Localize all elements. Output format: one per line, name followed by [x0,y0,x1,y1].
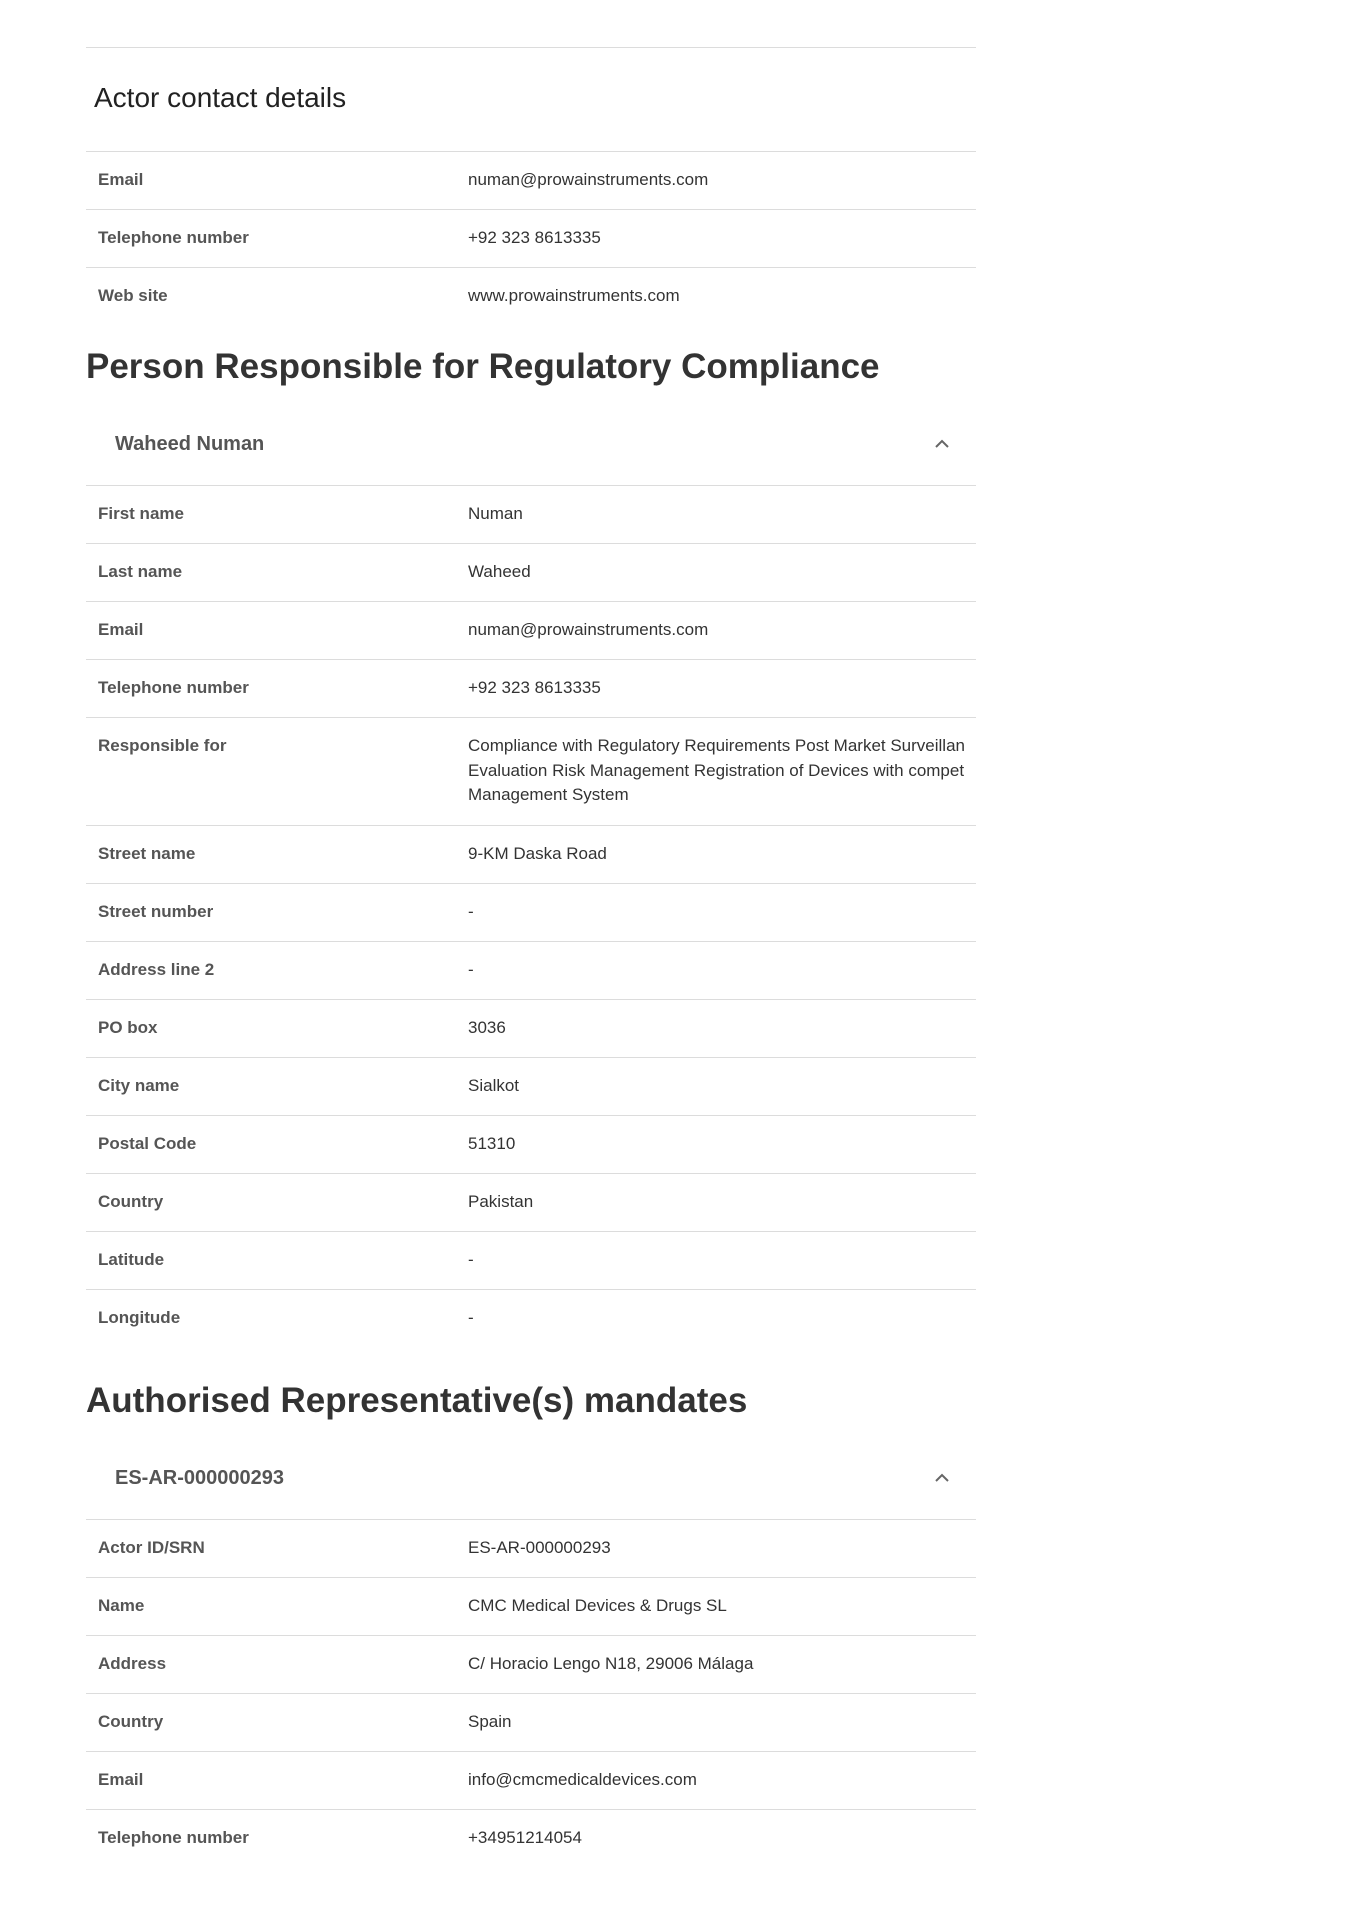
table-row [86,1290,976,1348]
table-row [86,942,976,1000]
field-label: Telephone number [98,678,249,697]
field-value: - [468,1308,474,1327]
field-label: Web site [98,286,168,305]
prrc-table [86,486,976,1348]
field-label: Latitude [98,1250,165,1269]
table-row [86,152,976,210]
field-value: Sialkot [468,1076,520,1095]
ar-table [86,1520,976,1868]
table-row [86,718,976,826]
field-value: ES-AR-000000293 [468,1538,611,1557]
table-row [86,268,976,326]
field-value: Pakistan [468,1192,534,1211]
chevron-up-icon[interactable] [932,1468,952,1488]
field-label: Street number [98,902,214,921]
field-label: City name [98,1076,180,1095]
field-label: Email [98,1770,144,1789]
field-value: www.prowainstruments.com [468,286,680,305]
table-row [86,1174,976,1232]
field-label: Address line 2 [98,960,215,979]
table-row [86,1694,976,1752]
field-label: Longitude [98,1308,181,1327]
field-label: Responsible for [98,736,227,755]
table-row [86,826,976,884]
table-row [86,660,976,718]
table-row [86,544,976,602]
field-label: Address [98,1654,167,1673]
field-value: - [468,902,474,921]
table-row [86,1232,976,1290]
table-row [86,1058,976,1116]
actor-contact-heading: Actor contact details [94,82,347,113]
table-row [86,1810,976,1868]
table-row [86,1578,976,1636]
table-row [86,1116,976,1174]
ar-section-title: Authorised Representative(s) mandates [86,1381,748,1420]
field-value: Waheed [468,562,531,581]
field-value: 51310 [468,1134,516,1153]
table-row [86,210,976,268]
page-content [86,47,976,1868]
field-label: Telephone number [98,1828,249,1847]
ar-accordion-header[interactable] [86,1440,976,1520]
field-label: Postal Code [98,1134,197,1153]
field-value: 3036 [468,1018,506,1037]
field-label: Name [98,1596,145,1615]
field-value: info@cmcmedicaldevices.com [468,1770,697,1789]
field-label: Telephone number [98,228,249,247]
field-value: CMC Medical Devices & Drugs SL [468,1596,727,1615]
table-row [86,884,976,942]
field-value: numan@prowainstruments.com [468,170,709,189]
field-label: Email [98,170,144,189]
field-value: +92 323 8613335 [468,228,601,247]
prrc-accordion-title: Waheed Numan [115,433,265,455]
table-row [86,1000,976,1058]
field-value: +92 323 8613335 [468,678,601,697]
field-label: Last name [98,562,183,581]
actor-contact-table [86,152,976,326]
field-value: Compliance with Regulatory Requirements Post Market Surveillan Evaluation Risk Management Registration of Devices with compet Management System [468,736,965,804]
prrc-accordion-header[interactable] [86,406,976,486]
field-label: Street name [98,844,196,863]
field-value: numan@prowainstruments.com [468,620,709,639]
ar-accordion-title: ES-AR-000000293 [115,1467,284,1489]
table-row [86,1636,976,1694]
table-row [86,1520,976,1578]
table-row [86,486,976,544]
field-value: Spain [468,1712,512,1731]
field-value: - [468,960,474,979]
field-value: C/ Horacio Lengo N18, 29006 Málaga [468,1654,754,1673]
table-row [86,1752,976,1810]
field-value: 9-KM Daska Road [468,844,607,863]
field-value: +34951214054 [468,1828,582,1847]
field-value: - [468,1250,474,1269]
field-label: Country [98,1712,164,1731]
field-label: Country [98,1192,164,1211]
field-label: Email [98,620,144,639]
field-label: Actor ID/SRN [98,1538,205,1557]
field-value: Numan [468,504,523,523]
field-label: PO box [98,1018,158,1037]
field-label: First name [98,504,184,523]
table-row [86,602,976,660]
prrc-section-title: Person Responsible for Regulatory Compliance [86,347,880,386]
chevron-up-icon[interactable] [932,434,952,454]
